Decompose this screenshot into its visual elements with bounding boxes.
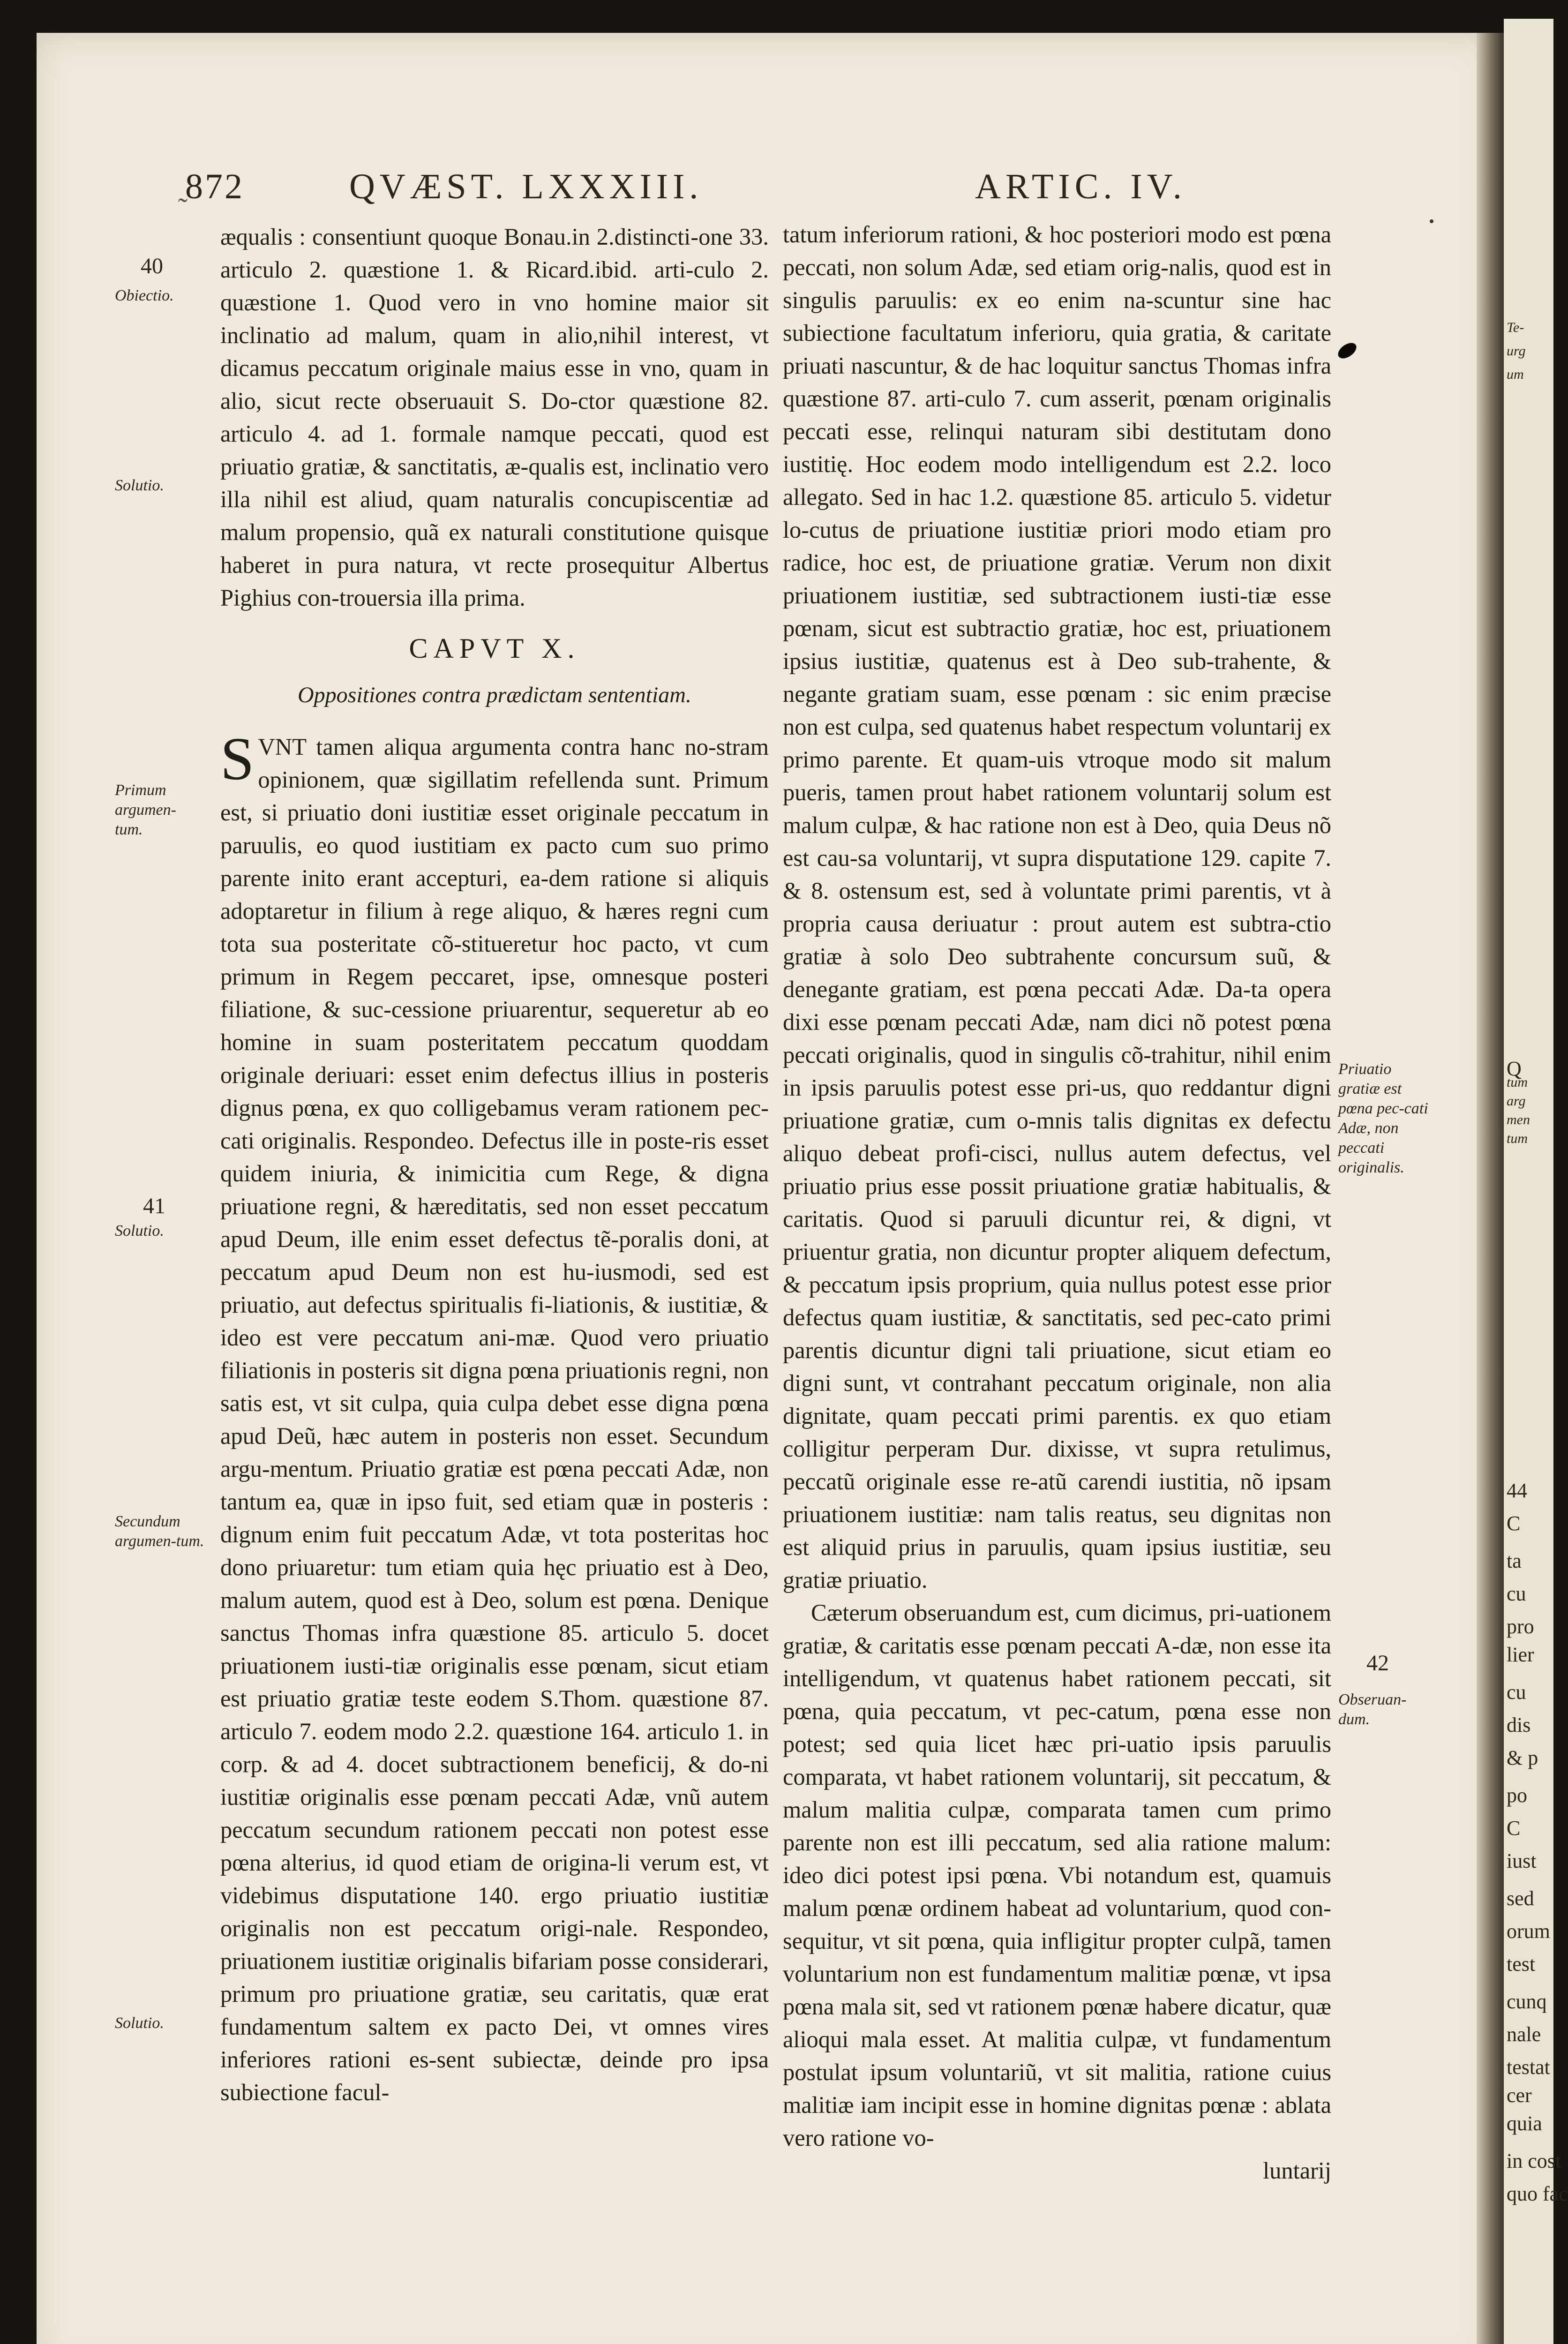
page-number: 872 bbox=[185, 167, 244, 206]
facing-page-fragment: urg bbox=[1507, 343, 1526, 359]
margin-note: Solutio. bbox=[115, 1222, 164, 1240]
facing-page-fragment: cu bbox=[1507, 1681, 1526, 1704]
paragraph bbox=[220, 725, 769, 2109]
facing-page-fragment: dis bbox=[1507, 1713, 1531, 1736]
facing-page-fragment: cu bbox=[1507, 1582, 1526, 1605]
facing-page-fragment: C bbox=[1507, 1512, 1521, 1535]
margin-note: Solutio. bbox=[115, 2014, 164, 2032]
facing-page-fragment: quo fac bbox=[1507, 2182, 1568, 2205]
paragraph: æqualis : consentiunt quoque Bonau.in 2.distincti-one 33. articulo 2. quæstione 1. & Ricard.ibid. arti-culo 2. quæstione 1. Quod vero in vno homine maior sit inclinatio ad malum, quam in alio,nihil interest, vt dicamus peccatum originale maius esse in vno, quam in alio, sicut recte obseruauit S. Do-ctor quæstione 82. articulo 4. ad 1. formale namque peccati, quod est priuatio gratiæ, & sanctitatis, æ-qualis est, inclinatio vero illa nihil est aliud, quam naturalis concupiscentiæ ad malum propensio, quã ex naturali constitutione quisque haberet in pura natura, vt recte prosequitur Albertus Pighius con-trouersia illa prima. bbox=[220, 224, 769, 611]
paragraph: tatum inferiorum rationi, & hoc posteriori modo est pœna peccati, non solum Adæ, sed etiam orig-nalis, quod est in singulis paruulis: ex eo enim na-scuntur sine hac subiectione facultatum inferioru, quia gratia, & caritate priuati nascuntur, & de hac loquitur sanctus Thomas infra quæstione 87. arti-culo 7. cum asserit, pœnam originalis peccati esse, relinqui naturam sibi destitutam dono iustitię. Hoc eodem modo intelligendum est 2.2. loco allegato. Sed in hac 1.2. quæstione 85. articulo 5. videtur lo-cutus de priuatione iustitiæ priori modo etiam pro radice, hoc est, de priuatione gratiæ. Verum non dixit priuationem iustitiæ, sed subtractionem iusti-tiæ esse pœnam, sicut est subtractio gratiæ, hoc est, priuationem ipsius iustitiæ, quatenus est à Deo sub-trahente, & negante gratiam suam, esse pœnam : sic enim præcise non est culpa, sed quatenus habet respectum voluntarij ex primo parente. Et quam-uis vtroque modo sit malum pueris, tamen prout habet rationem voluntarij solum est malum culpæ, & hac ratione non est à Deo, quia Deus nõ est cau-sa voluntarij, vt supra disputatione 129. capite 7. & 8. ostensum est, sed à voluntate primi parentis, vt à propria causa deriuatur : prout autem est subtra-ctio gratiæ à solo Deo subtrahente concursum suũ, & denegante gratiam, est pœna peccati Adæ. Da-ta opera dixi esse pœnam peccati Adæ, nam dici nõ potest pœna peccati originalis, quod in singulis cõ-trahitur, nihil enim in ipsis paruulis potest esse pri-us, quo reddantur digni priuatione gratiæ, cum o-mnis talis dignitas ex defectu aliquo debeat profi-cisci, nullus autem defectus, vel priuatio prius esse possit priuatione gratiæ habitualis, & caritatis. Quod si paruuli dicuntur rei, & digni, vt priuentur gratia, non dicuntur propter aliquem defectum, & peccatum ipsis proprium, quia nullus potest esse prior defectus quam iustitiæ, & sanctitatis, sed pec-cato primi parentis dicuntur digni tali priuatione, sicut etiam eo digni sunt, vt contrahant peccatum originale, non alia dignitate, quam peccati primi parentis. ex quo etiam colligitur perperam Dur. dixisse, vt supra retulimus, peccatũ originale esse re-atũ carendi iustitia, nõ ipsam priuationem iustitiæ: nam talis reatus, seu dignitas non est aliquid prius in paruulis, quam ipsius iustitiæ, seu gratiæ priuatio. bbox=[783, 221, 1331, 1593]
paragraph: Cæterum obseruandum est, cum dicimus, pri-uationem gratiæ, & caritatis esse pœnam peccati A-dæ, non esse ita intelligendum, vt quatenus habet rationem peccati, sit pœna, quia peccatum, vt pec-catum, pœna esse non potest; sed quia licet hæc pri-uatio ipsis paruulis comparata, vt habet rationem voluntarij, sit peccatum, & malum malitia culpæ, comparata tamen cum primo parente non est illi peccatum, sed alia ratione malum: ideo dici potest ipsi pœna. Vbi notandum est, quamuis malum pœnæ ordinem habeat ad voluntarium, quod con-sequitur, vt sit pœna, quia infligitur propter culpã, tamen voluntarium non est fundamentum malitiæ pœnæ, vt ipsa pœna mala sit, sed vt rationem pœnæ habere dicatur, quæ alioqui mala esset. At malitia culpæ, vt fundamentum postulat ipsum voluntariũ, vt sit malitia, ratione cuius malitiæ iam incipit esse in homine dignitas pœnæ : ablata vero ratione vo- bbox=[783, 1600, 1331, 2151]
page-speck bbox=[1430, 219, 1433, 223]
facing-page-fragment: Te- bbox=[1507, 320, 1524, 335]
running-head-article: ARTIC. IV. bbox=[975, 167, 1186, 206]
facing-page-fragment: ta bbox=[1507, 1549, 1522, 1572]
facing-page-fragment: sed bbox=[1507, 1887, 1534, 1910]
facing-page-edge bbox=[1504, 19, 1568, 2344]
chapter-heading: CAPVT X. bbox=[409, 633, 580, 664]
facing-page-fragment: & p bbox=[1507, 1746, 1538, 1769]
margin-number: 40 bbox=[141, 254, 163, 278]
facing-page-fragment: tum bbox=[1507, 1131, 1528, 1146]
margin-number: 42 bbox=[1366, 1651, 1389, 1675]
facing-page-fragment: test bbox=[1507, 1953, 1536, 1976]
facing-page-fragment: Q bbox=[1507, 1057, 1522, 1080]
facing-page-fragment: lier bbox=[1507, 1643, 1534, 1666]
margin-number: 41 bbox=[143, 1194, 165, 1218]
facing-page-fragment: nale bbox=[1507, 2023, 1541, 2046]
facing-page-fragment: tum bbox=[1507, 1074, 1528, 1090]
facing-page-fragment: cer bbox=[1507, 2084, 1532, 2107]
facing-page-fragment: iust bbox=[1507, 1849, 1537, 1872]
facing-page-fragment: um bbox=[1507, 367, 1524, 382]
facing-page-fragment: testat bbox=[1507, 2056, 1550, 2079]
book-gutter bbox=[1477, 33, 1504, 2344]
margin-note: Obiectio. bbox=[115, 287, 174, 304]
paragraph-text: VNT tamen aliqua argumenta contra hanc no-stram opinionem, quæ sigillatim refellenda sunt. Primum est, si priuatio doni iustitiæ esset originale peccatum in paruulis, eo quod iustitiam ex pacto cum suo primo parente inito erant accepturi, ea-dem ratione si aliquis adoptaretur in filium à rege aliquo, & hæres regni cum tota sua posteritate cõ-stitueretur hoc pacto, vt cum primum in Regem peccaret, ipse, omnesque posteri filiatione, & suc-cessione priuarentur, sequeretur ab eo homine in suam posteritatem peccatum quoddam originale deriuari: esset enim defectus illius in posteris dignus pœna, ex quo colligebamus veram rationem pec-cati originalis. Respondeo. Defectus ille in poste-ris esset quidem iniuria, & inimicitia cum Rege, & digna priuatione regni, & hæreditatis, sed non esset peccatum apud Deum, ille enim esset defectus tẽ-poralis doni, at peccatum apud Deum non est hu-iusmodi, sed est priuatio, aut defectus spiritualis fi-liationis, & iustitiæ, & ideo est vere peccatum ani-mæ. Quod vero priuatio filiationis in posteris sit digna pœna priuationis regni, non satis est, vt sit culpa, quia culpa debet esse digna pœna apud Deũ, hæc autem in posteris non esset. Secundum argu-mentum. Priuatio gratiæ est pœna peccati Adæ, non tantum ea, quæ in ipso fuit, sed etiam quæ in posteris : dignum enim fuit peccatum Adæ, vt tota posteritas hoc dono priuaretur: tum etiam quia hęc priuatio est à Deo, malum autem, quod est à Deo, solum est pœna. Denique sanctus Thomas infra quæstione 85. articulo 5. docet priuationem iusti-tiæ originalis esse pœnam, sicut etiam est priuatio gratiæ teste eodem S.Thom. quæstione 87. articulo 7. eodem modo 2.2. quæstione 164. articulo 1. in corp. & ad 4. docet subtractionem beneficij, & do-ni iustitiæ originalis esse pœnam peccati Adæ, vnũ autem peccatum secundum rationem peccati non potest esse pœna alterius, id quod etiam de origina-li verum est, vt videbimus disputatione 140. ergo priuatio iustitiæ originalis non est peccatum origi-nale. Respondeo, priuationem iustitiæ originalis bifariam posse considerari, primum pro priuatione gratiæ, seu caritatis, quæ erat fundamentum saltem ex pacto Dei, vt omnes vires inferiores rationi es-sent subiectæ, deinde pro ipsa subiectione facul- bbox=[220, 734, 769, 2105]
running-head-question: QVÆST. LXXXIII. bbox=[349, 167, 703, 206]
facing-page-fragment: men bbox=[1507, 1112, 1530, 1127]
drop-cap: S bbox=[220, 725, 255, 793]
margin-note: Priuatio gratiæ est pœna pec-cati Adæ, non peccati originalis. bbox=[1338, 1060, 1428, 1176]
facing-page-fragment: po bbox=[1507, 1784, 1527, 1807]
facing-page-fragment: 44 bbox=[1507, 1479, 1527, 1502]
margin-note: Solutio. bbox=[115, 477, 164, 494]
margin-note: Secundum argumen-tum. bbox=[115, 1513, 204, 1550]
text-column-left bbox=[220, 220, 769, 2109]
ornament-mark: ˜ bbox=[178, 193, 188, 224]
facing-page-fragment: orum bbox=[1507, 1920, 1550, 1943]
text-column-right bbox=[783, 218, 1331, 2187]
chapter-subtitle: Oppositiones contra prædictam sententiam. bbox=[298, 683, 691, 707]
facing-page-fragment: pro bbox=[1507, 1615, 1534, 1638]
facing-page-fragment: arg bbox=[1507, 1093, 1526, 1109]
facing-page-fragment: in cost bbox=[1507, 2149, 1561, 2172]
facing-page-fragment: quia bbox=[1507, 2112, 1542, 2135]
margin-note: Obseruan-dum. bbox=[1338, 1691, 1407, 1728]
facing-page-fragment: C bbox=[1507, 1817, 1521, 1840]
facing-page-fragment: cunq bbox=[1507, 1990, 1547, 2013]
margin-note: Primum argumen-tum. bbox=[115, 781, 176, 838]
catchword: luntarij bbox=[1263, 2157, 1331, 2184]
